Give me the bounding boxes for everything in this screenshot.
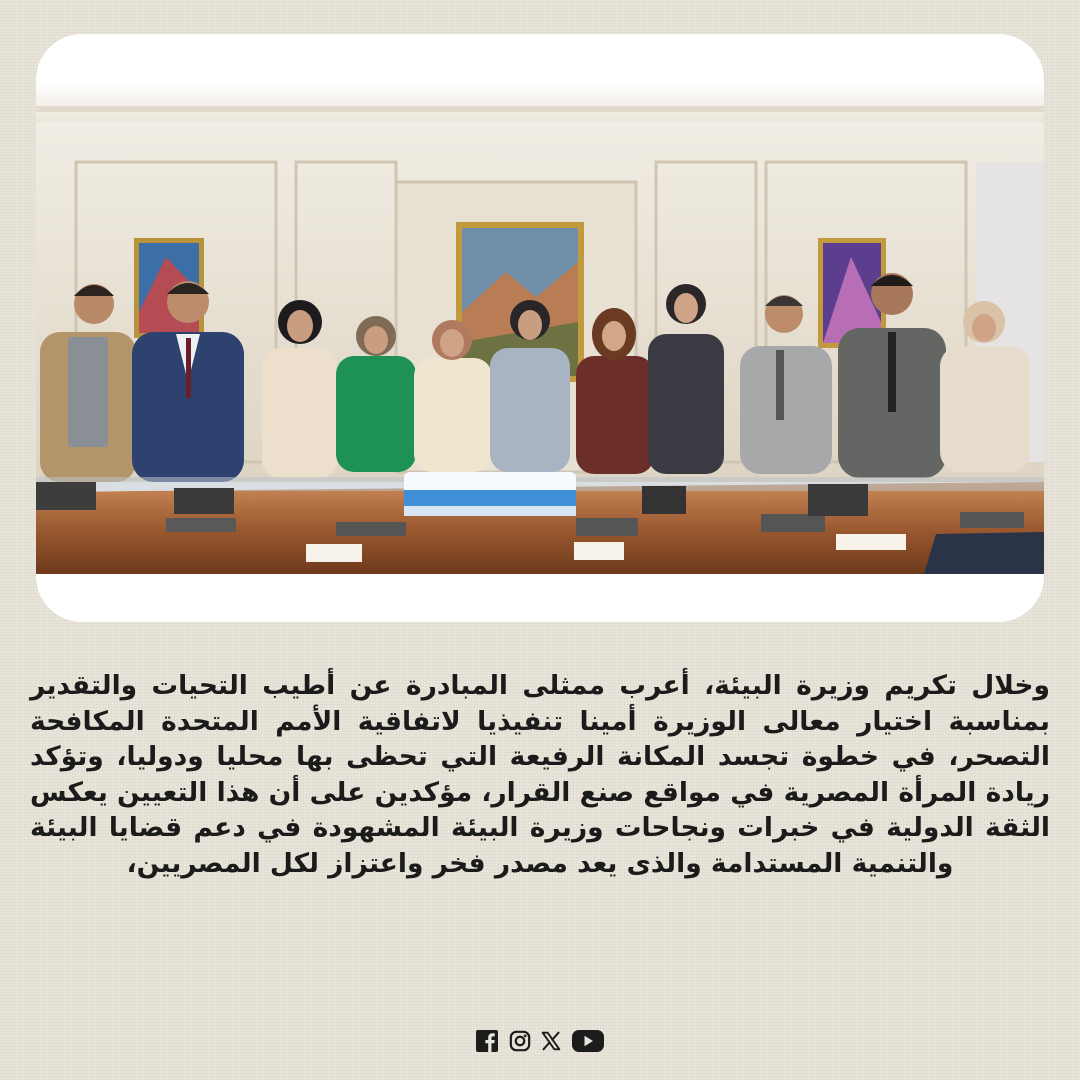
post-caption: وخلال تكريم وزيرة البيئة، أعرب ممثلى المبادرة عن أطيب التحيات والتقدير بمناسبة اختيار معالى الوزيرة أمينا تنفيذيا لاتفاقية الأمم المتحدة المكافحة التصحر، في خطوة تجسد المكانة الرفيعة التي تحظى بها محليا ودوليا، وتؤكد ريادة المرأة المصرية في مواقع صنع القرار، مؤكدين على أن هذا التعيين يعكس الثقة الدولية في خبرات ونجاحات وزيرة البيئة المشهودة في دعم قضايا البيئة والتنمية المستدامة والذى يعد مصدر فخر واعتزاز لكل المصريين، <box>30 670 1050 879</box>
facebook-icon[interactable] <box>475 1029 499 1053</box>
social-icons <box>0 1027 1080 1055</box>
group-photo <box>36 82 1044 574</box>
x-icon[interactable] <box>541 1031 561 1051</box>
photo-card <box>36 34 1044 622</box>
youtube-icon[interactable] <box>571 1029 605 1053</box>
instagram-icon[interactable] <box>509 1030 531 1052</box>
